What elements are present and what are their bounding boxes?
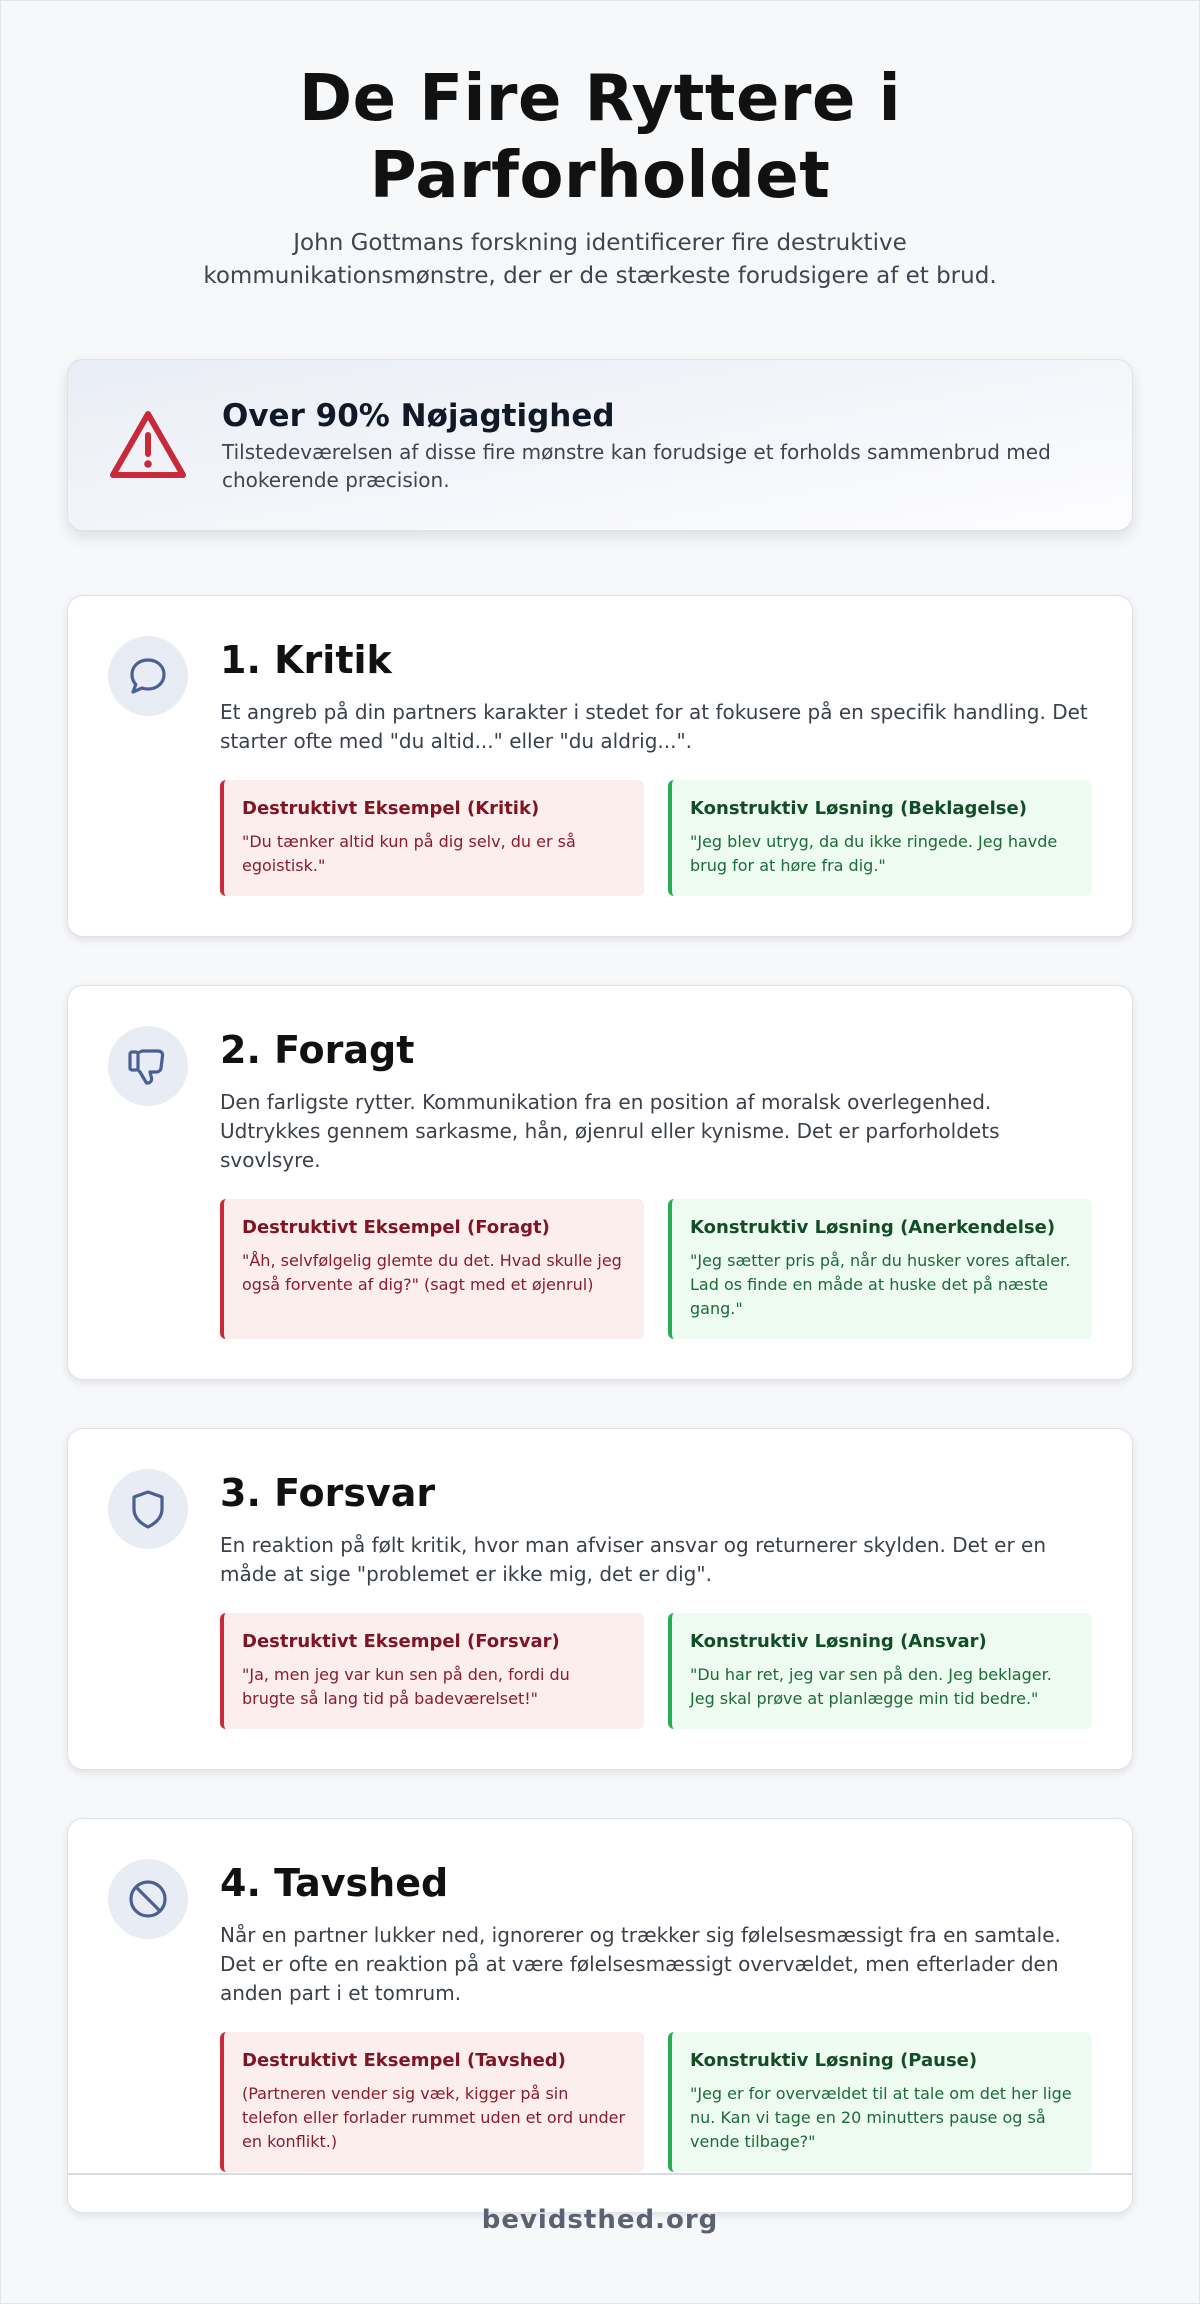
horseman-card-forsvar [67, 1428, 1133, 1770]
card-title: 4. Tavshed [220, 1860, 449, 1905]
constructive-solution-title: Konstruktiv Løsning (Beklagelse) [690, 797, 1027, 819]
footer-site-name: bevidsthed.org [481, 2205, 719, 2235]
constructive-solution [668, 1199, 1092, 1339]
alert-text: Tilstedeværelsen af disse fire mønstre kan forudsige et forholds sammenbrud med chokerende præcision. [222, 439, 1051, 492]
destructive-example-text: "Åh, selvfølgelig glemte du det. Hvad skulle jeg også forvente af dig?" (sagt med et øjenrul) [242, 1250, 622, 1294]
constructive-solution-text: "Du har ret, jeg var sen på den. Jeg beklager. Jeg skal prøve at planlægge min tid bedre." [690, 1664, 1052, 1708]
alert-content [222, 396, 1092, 494]
destructive-example-text: "Du tænker altid kun på dig selv, du er så egoistisk." [242, 831, 576, 875]
card-body [220, 1469, 1092, 1729]
horseman-card-kritik [67, 595, 1133, 937]
card-body [220, 1026, 1092, 1339]
destructive-example-text: (Partneren vender sig væk, kigger på sin telefon eller forlader rummet uden et ord under en konflikt.) [242, 2083, 626, 2151]
constructive-solution-title: Konstruktiv Løsning (Ansvar) [690, 1630, 987, 1652]
page-subtitle: John Gottmans forskning identificerer fire destruktive kommunikationsmønstre, der er de stærkeste forudsigere af et brud. [203, 229, 997, 289]
constructive-solution-title: Konstruktiv Løsning (Anerkendelse) [690, 1216, 1056, 1238]
card-title: 2. Foragt [220, 1027, 415, 1072]
speech-bubble-icon [108, 636, 188, 716]
prohibited-icon [108, 1859, 188, 1939]
destructive-example-title: Destruktivt Eksempel (Tavshed) [242, 2049, 566, 2071]
card-description: En reaktion på følt kritik, hvor man afviser ansvar og returnerer skylden. Det er en måde at sige "problemet er ikke mig, det er dig". [220, 1532, 1047, 1586]
examples [220, 2032, 1092, 2172]
constructive-solution-title: Konstruktiv Løsning (Pause) [690, 2049, 978, 2071]
card-description: Når en partner lukker ned, ignorerer og trækker sig følelsesmæssigt fra en samtale. Det er ofte en reaktion på at være følelsesmæssigt overvældet, men efterlader den anden part i et tomrum. [220, 1922, 1061, 2005]
card-description: Den farligste rytter. Kommunikation fra en position af moralsk overlegenhed. Udtrykkes gennem sarkasme, hån, øjenrul eller kynisme. Det er parforholdets svovlsyre. [220, 1089, 1000, 1172]
warning-icon [108, 405, 188, 485]
card-description: Et angreb på din partners karakter i stedet for at fokusere på en specifik handling. Det starter ofte med "du altid..." eller "du aldrig...". [220, 699, 1088, 753]
thumbs-down-icon [108, 1026, 188, 1106]
card-body [220, 1859, 1092, 2172]
horseman-card-foragt [67, 985, 1133, 1380]
destructive-example [220, 780, 644, 896]
header [67, 1, 1133, 293]
shield-icon [108, 1469, 188, 1549]
page-title: De Fire Ryttere i Parforholdet [298, 62, 902, 213]
alert-title: Over 90% Nøjagtighed [222, 397, 615, 434]
card-title: 1. Kritik [220, 637, 392, 682]
footer [67, 2173, 1133, 2235]
examples [220, 1613, 1092, 1729]
constructive-solution-text: "Jeg blev utryg, da du ikke ringede. Jeg havde brug for at høre fra dig." [690, 831, 1058, 875]
examples [220, 1199, 1092, 1339]
destructive-example-title: Destruktivt Eksempel (Kritik) [242, 797, 540, 819]
destructive-example [220, 2032, 644, 2172]
card-body [220, 636, 1092, 896]
destructive-example [220, 1199, 644, 1339]
destructive-example-title: Destruktivt Eksempel (Forsvar) [242, 1630, 560, 1652]
horseman-card-tavshed [67, 1818, 1133, 2213]
constructive-solution [668, 780, 1092, 896]
constructive-solution-text: "Jeg er for overvældet til at tale om det her lige nu. Kan vi tage en 20 minutters pause og så vende tilbage?" [690, 2083, 1072, 2151]
examples [220, 780, 1092, 896]
constructive-solution [668, 2032, 1092, 2172]
destructive-example-text: "Ja, men jeg var kun sen på den, fordi du brugte så lang tid på badeværelset!" [242, 1664, 570, 1708]
accuracy-alert [67, 359, 1133, 531]
destructive-example-title: Destruktivt Eksempel (Foragt) [242, 1216, 550, 1238]
card-title: 3. Forsvar [220, 1470, 436, 1515]
constructive-solution-text: "Jeg sætter pris på, når du husker vores aftaler. Lad os finde en måde at huske det på næste gang." [690, 1250, 1071, 1318]
destructive-example [220, 1613, 644, 1729]
constructive-solution [668, 1613, 1092, 1729]
